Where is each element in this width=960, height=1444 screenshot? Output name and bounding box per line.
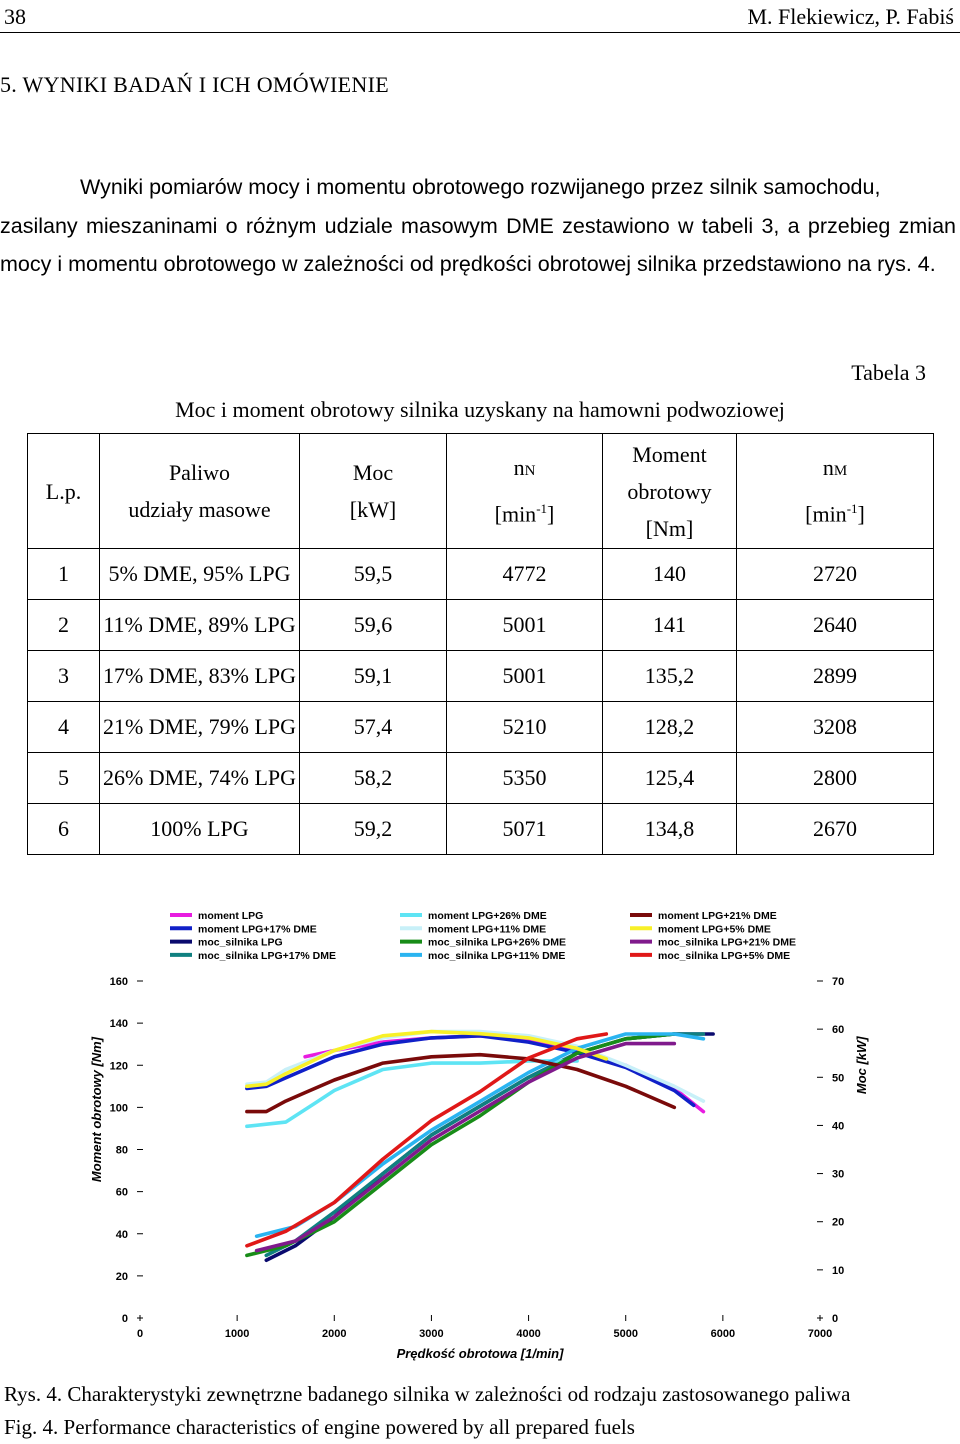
header-nM [737, 434, 934, 549]
table-row [28, 753, 934, 804]
header-fuel-line1: Paliwo [168, 460, 231, 485]
cell-torque: 140 [603, 549, 737, 600]
x-tick-label: 1000 [224, 1328, 250, 1340]
y-tick-label: 120 [109, 1060, 128, 1073]
results-table [27, 433, 934, 855]
table-row [28, 600, 934, 651]
x-tick-label: 0 [136, 1328, 144, 1340]
header-power-line1: Moc [352, 460, 394, 485]
x-tick-label: 6000 [710, 1328, 736, 1340]
cell-torque: 128,2 [603, 702, 737, 753]
table-row [28, 549, 934, 600]
y2-tick-label: 40 [832, 1120, 845, 1133]
header-rule [0, 32, 960, 33]
series-line [257, 1044, 675, 1251]
header-nN-unit: [min [494, 501, 537, 527]
figure-caption-en: Fig. 4. Performance characteristics of engine powered by all prepared fuels [4, 1415, 635, 1439]
cell-lp: 5 [28, 753, 100, 804]
table-header-row [28, 434, 934, 549]
header-fuel-line2: udziały masowe [128, 497, 271, 522]
header-power [300, 434, 447, 549]
legend-label: moc_silnika LPG+5% DME [658, 949, 791, 962]
header-power-line2: [kW] [349, 497, 397, 522]
y2-tick-label: 70 [832, 976, 845, 988]
header-nM-symbol: n [822, 455, 834, 481]
series-line [247, 1061, 577, 1126]
running-header-authors: M. Flekiewicz, P. Fabiś [747, 4, 954, 29]
y2-tick-label: 10 [832, 1264, 845, 1277]
legend-label: moc_silnika LPG+21% DME [658, 936, 797, 949]
paragraph-rest: zasilany mieszaninami o różnym udziale masowym DME zestawiono w tabeli 3, a przebieg zmian mocy i momentu obrotowego w zależności od prędkości obrotowej silnika przedstawiono na rys. 4. [0, 213, 956, 276]
header-nM-unit: [min [805, 501, 847, 527]
legend-label: moment LPG+26% DME [428, 910, 547, 922]
header-fuel [100, 434, 300, 549]
body-paragraph [0, 168, 956, 284]
cell-lp: 6 [28, 804, 100, 855]
y-tick-label: 160 [109, 976, 128, 988]
y-tick-label: 40 [115, 1228, 128, 1241]
header-lp: L.p. [28, 434, 100, 549]
y2-tick-label: 60 [832, 1024, 845, 1037]
cell-fuel: 100% LPG [100, 804, 300, 855]
cell-nN: 5071 [447, 804, 603, 855]
cell-torque: 141 [603, 600, 737, 651]
page-number: 38 [4, 4, 26, 29]
header-torque-line3: [Nm] [645, 515, 694, 541]
cell-nM: 2800 [737, 753, 934, 804]
cell-nN: 5001 [447, 651, 603, 702]
cell-nM: 2720 [737, 549, 934, 600]
header-torque [603, 434, 737, 549]
y2-tick-label: 0 [832, 1313, 839, 1325]
legend-label: moc_silnika LPG+26% DME [428, 936, 567, 949]
table-row [28, 702, 934, 753]
cell-fuel: 17% DME, 83% LPG [100, 651, 300, 702]
x-tick-label: 4000 [516, 1328, 541, 1340]
legend-label: moc_silnika LPG+11% DME [428, 949, 566, 962]
cell-nN: 5350 [447, 753, 603, 804]
header-nN-sup: -1 [536, 501, 548, 517]
y-tick-label: 100 [109, 1102, 128, 1115]
cell-power: 59,6 [300, 600, 447, 651]
y2-tick-label: 20 [832, 1216, 845, 1229]
cell-fuel: 11% DME, 89% LPG [100, 600, 300, 651]
cell-nN: 5001 [447, 600, 603, 651]
cell-lp: 1 [28, 549, 100, 600]
header-nM-unit-close: ] [857, 501, 865, 527]
cell-torque: 135,2 [603, 651, 737, 702]
y-tick-label: 60 [115, 1186, 128, 1199]
cell-nM: 2670 [737, 804, 934, 855]
legend-label: moc_silnika LPG+17% DME [198, 949, 337, 962]
header-nM-subscript: M [833, 463, 848, 480]
series-line [266, 1034, 713, 1260]
paragraph-first-line: Wyniki pomiarów mocy i momentu obrotowego rozwijanego przez silnik samochodu, [80, 175, 881, 199]
legend-label: moment LPG+21% DME [658, 910, 777, 922]
header-nN-symbol: n [513, 455, 525, 481]
x-tick-label: 2000 [322, 1328, 347, 1340]
header-torque-line1: Moment [632, 441, 707, 467]
cell-nM: 2899 [737, 651, 934, 702]
table-row [28, 804, 934, 855]
header-nN [447, 434, 603, 549]
header-nN-unit-close: ] [547, 501, 555, 527]
y-tick-label: 80 [115, 1144, 128, 1157]
table-row [28, 651, 934, 702]
cell-power: 58,2 [300, 753, 447, 804]
cell-power: 59,1 [300, 651, 447, 702]
performance-chart [0, 895, 960, 1370]
legend-label: moc_silnika LPG [198, 936, 283, 949]
cell-lp: 3 [28, 651, 100, 702]
cell-nN: 4772 [447, 549, 603, 600]
x-tick-label: 5000 [613, 1328, 638, 1340]
legend-label: moment LPG [198, 910, 264, 922]
cell-torque: 125,4 [603, 753, 737, 804]
y2-tick-label: 50 [832, 1072, 845, 1085]
figure-caption-pl: Rys. 4. Charakterystyki zewnętrzne badanego silnika w zależności od rodzaju zastosowanego paliwa [4, 1382, 851, 1406]
cell-power: 59,5 [300, 549, 447, 600]
y2-tick-label: 30 [832, 1168, 845, 1181]
y-tick-label: 0 [121, 1313, 128, 1325]
cell-nM: 3208 [737, 702, 934, 753]
header-torque-line2: obrotowy [627, 478, 712, 504]
table-caption: Moc i moment obrotowy silnika uzyskany na hamowni podwoziowej [175, 397, 785, 422]
cell-fuel: 21% DME, 79% LPG [100, 702, 300, 753]
x-tick-label: 3000 [419, 1328, 444, 1340]
section-title: 5. WYNIKI BADAŃ I ICH OMÓWIENIE [0, 72, 389, 97]
cell-lp: 4 [28, 702, 100, 753]
legend-label: moment LPG+17% DME [198, 923, 317, 936]
cell-fuel: 5% DME, 95% LPG [100, 549, 300, 600]
table-label: Tabela 3 [851, 360, 926, 385]
legend-label: moment LPG+11% DME [428, 923, 547, 936]
cell-power: 57,4 [300, 702, 447, 753]
cell-lp: 2 [28, 600, 100, 651]
cell-nM: 2640 [737, 600, 934, 651]
x-axis-title: Prędkość obrotowa [1/min] [396, 1346, 564, 1361]
series-line [247, 1036, 694, 1106]
cell-torque: 134,8 [603, 804, 737, 855]
y-tick-label: 140 [109, 1018, 128, 1031]
x-tick-label: 7000 [807, 1328, 833, 1340]
header-nN-subscript: N [524, 463, 536, 480]
y-axis-title: Moment obrotowy [Nm] [89, 1036, 104, 1183]
legend-label: moment LPG+5% DME [658, 923, 771, 936]
cell-nN: 5210 [447, 702, 603, 753]
y-tick-label: 20 [115, 1270, 128, 1283]
cell-power: 59,2 [300, 804, 447, 855]
cell-fuel: 26% DME, 74% LPG [100, 753, 300, 804]
header-nM-sup: -1 [846, 501, 858, 517]
y2-axis-title: Moc [kW] [854, 1036, 869, 1095]
